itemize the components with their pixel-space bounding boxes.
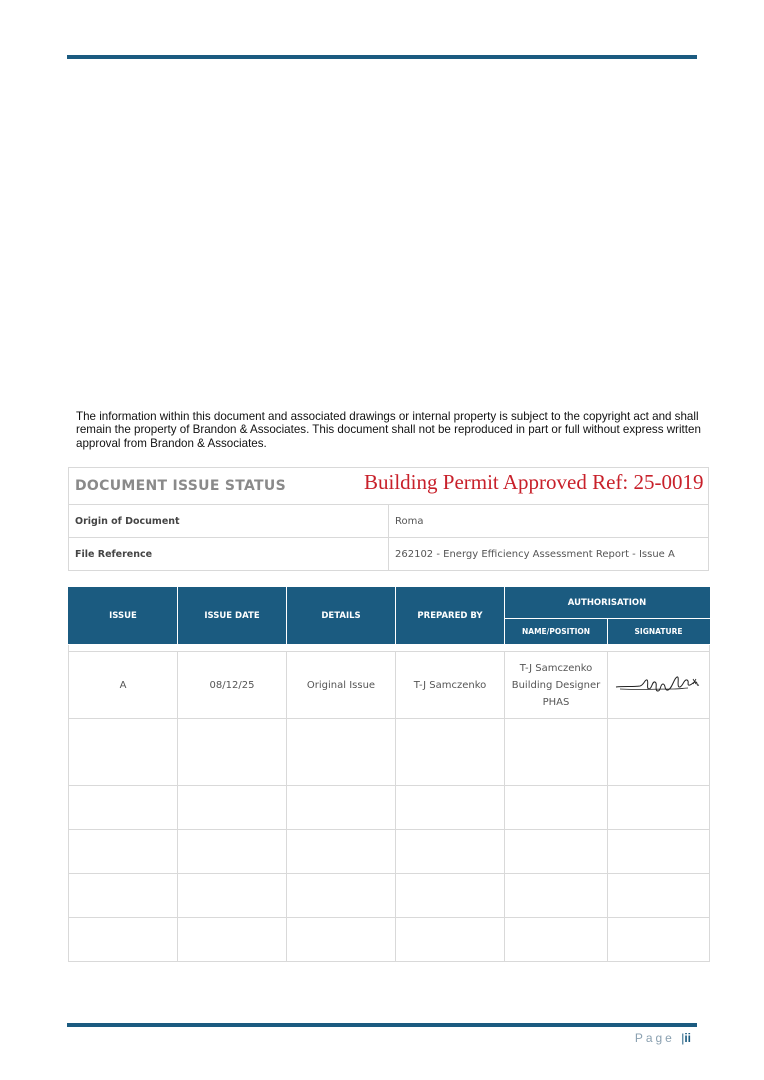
- empty-cell: [396, 786, 505, 830]
- empty-cell: [178, 786, 287, 830]
- empty-cell: [505, 874, 608, 918]
- bottom-rule: [67, 1023, 697, 1027]
- empty-cell: [505, 786, 608, 830]
- empty-cell: [178, 874, 287, 918]
- cell-name-position: [505, 652, 608, 719]
- signature-icon: [614, 670, 704, 700]
- empty-cell: [608, 874, 710, 918]
- empty-cell: [396, 719, 505, 786]
- name-line-3: PHAS: [542, 696, 570, 708]
- header-name-position: NAME/POSITION: [505, 619, 608, 645]
- empty-cell: [608, 830, 710, 874]
- header-issue-date: ISSUE DATE: [178, 587, 287, 645]
- approval-stamp: Building Permit Approved Ref: 25-0019: [364, 470, 704, 494]
- empty-cell: [69, 874, 178, 918]
- empty-cell: [178, 830, 287, 874]
- header-authorisation: AUTHORISATION: [505, 587, 710, 619]
- empty-cell: [287, 719, 396, 786]
- empty-cell: [608, 719, 710, 786]
- empty-cell: [287, 786, 396, 830]
- empty-cell: [608, 918, 710, 962]
- empty-cell: [178, 719, 287, 786]
- header-signature: SIGNATURE: [608, 619, 710, 645]
- cell-issue-date: 08/12/25: [178, 652, 287, 719]
- file-reference-label: File Reference: [69, 538, 389, 571]
- empty-cell: [396, 874, 505, 918]
- empty-cell: [287, 918, 396, 962]
- header-details: DETAILS: [287, 587, 396, 645]
- file-reference-value: 262102 - Energy Efficiency Assessment Report - Issue A: [389, 538, 709, 571]
- name-line-1: T-J Samczenko: [519, 662, 593, 674]
- empty-cell: [69, 719, 178, 786]
- origin-value: Roma: [389, 505, 709, 538]
- empty-cell: [608, 786, 710, 830]
- empty-cell: [396, 830, 505, 874]
- issue-table: [68, 587, 710, 962]
- table-row: [69, 652, 710, 719]
- empty-cell: [505, 918, 608, 962]
- empty-cell: [287, 830, 396, 874]
- empty-cell: [505, 719, 608, 786]
- origin-label: Origin of Document: [69, 505, 389, 538]
- top-rule: [67, 55, 697, 59]
- cell-prepared-by: T-J Samczenko: [396, 652, 505, 719]
- page-number-value: ii: [684, 1031, 691, 1045]
- empty-cell: [69, 786, 178, 830]
- empty-cell: [69, 830, 178, 874]
- page-label: Page: [634, 1031, 675, 1045]
- page-separator: |: [681, 1031, 685, 1045]
- table-row: [69, 786, 710, 830]
- header-issue: ISSUE: [69, 587, 178, 645]
- empty-cell: [396, 918, 505, 962]
- table-row: [69, 918, 710, 962]
- name-line-2: Building Designer: [511, 679, 601, 691]
- cell-signature: [608, 652, 710, 719]
- status-title: DOCUMENT ISSUE STATUS: [69, 468, 709, 505]
- cell-issue: A: [69, 652, 178, 719]
- page-number: [635, 1031, 691, 1045]
- header-spacer: [69, 645, 710, 652]
- header-prepared-by: PREPARED BY: [396, 587, 505, 645]
- copyright-notice: The information within this document and associated drawings or internal property is subject to the copyright act and shall remain the property of Brandon & Associates. This document shall not be reproduced in part or full without express written approval from Brandon & Associates.: [76, 410, 701, 450]
- cell-details: Original Issue: [287, 652, 396, 719]
- empty-cell: [505, 830, 608, 874]
- table-row: [69, 874, 710, 918]
- table-row: [69, 719, 710, 786]
- table-row: [69, 830, 710, 874]
- empty-cell: [69, 918, 178, 962]
- empty-cell: [178, 918, 287, 962]
- empty-cell: [287, 874, 396, 918]
